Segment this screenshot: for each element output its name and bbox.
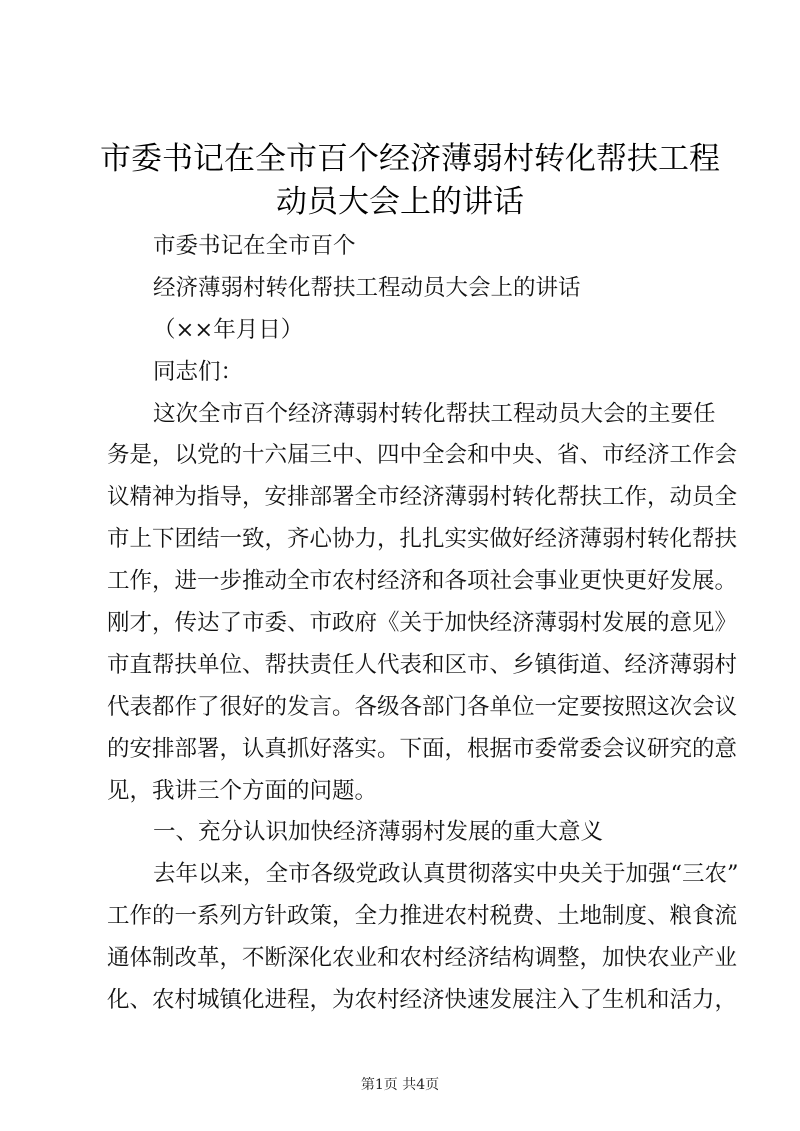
text-line: 化、农村城镇化进程，为农村经济快速发展注入了生机和活力， <box>107 987 738 1014</box>
document-title <box>100 138 720 224</box>
text-line: 代表都作了很好的发言。各级各部门各单位一定要按照这次会议 <box>107 693 738 720</box>
text-line: 工作，进一步推动全市农村经济和各项社会事业更快更好发展。 <box>107 568 738 595</box>
text-line: 市上下团结一致，齐心协力，扎扎实实做好经济薄弱村转化帮扶 <box>107 526 738 553</box>
text-line: （××年月日） <box>153 316 304 343</box>
text-line: 见，我讲三个方面的问题。 <box>107 777 378 804</box>
text-line: 市直帮扶单位、帮扶责任人代表和区市、乡镇街道、经济薄弱村 <box>107 651 738 678</box>
document-body <box>107 226 739 1022</box>
text-line: 工作的一系列方针政策，全力推进农村税费、土地制度、粮食流 <box>107 903 738 930</box>
text-line: 通体制改革，不断深化农业和农村经济结构调整，加快农业产业 <box>107 945 738 972</box>
title-line-1: 市委书记在全市百个经济薄弱村转化帮扶工程 <box>100 141 720 177</box>
text-line: 一、充分认识加快经济薄弱村发展的重大意义 <box>153 819 604 846</box>
text-line: 同志们： <box>153 358 244 385</box>
title-line-2: 动员大会上的讲话 <box>276 184 524 220</box>
text-line: 经济薄弱村转化帮扶工程动员大会上的讲话 <box>153 274 581 301</box>
text-line: 务是，以党的十六届三中、四中全会和中央、省、市经济工作会 <box>107 442 738 469</box>
text-line: 市委书记在全市百个 <box>153 233 356 259</box>
text-line: 议精神为指导，安排部署全市经济薄弱村转化帮扶工作，动员全 <box>107 484 738 511</box>
text-line: 的安排部署，认真抓好落实。下面，根据市委常委会议研究的意 <box>107 735 738 762</box>
text-line: 刚才，传达了市委、市政府《关于加快经济薄弱村发展的意见》 <box>107 610 738 637</box>
text-line: 这次全市百个经济薄弱村转化帮扶工程动员大会的主要任 <box>153 400 716 427</box>
page-footer: 第1页 共4页 <box>360 1077 440 1093</box>
text-line: 去年以来，全市各级党政认真贯彻落实中央关于加强“三农” <box>153 861 739 888</box>
